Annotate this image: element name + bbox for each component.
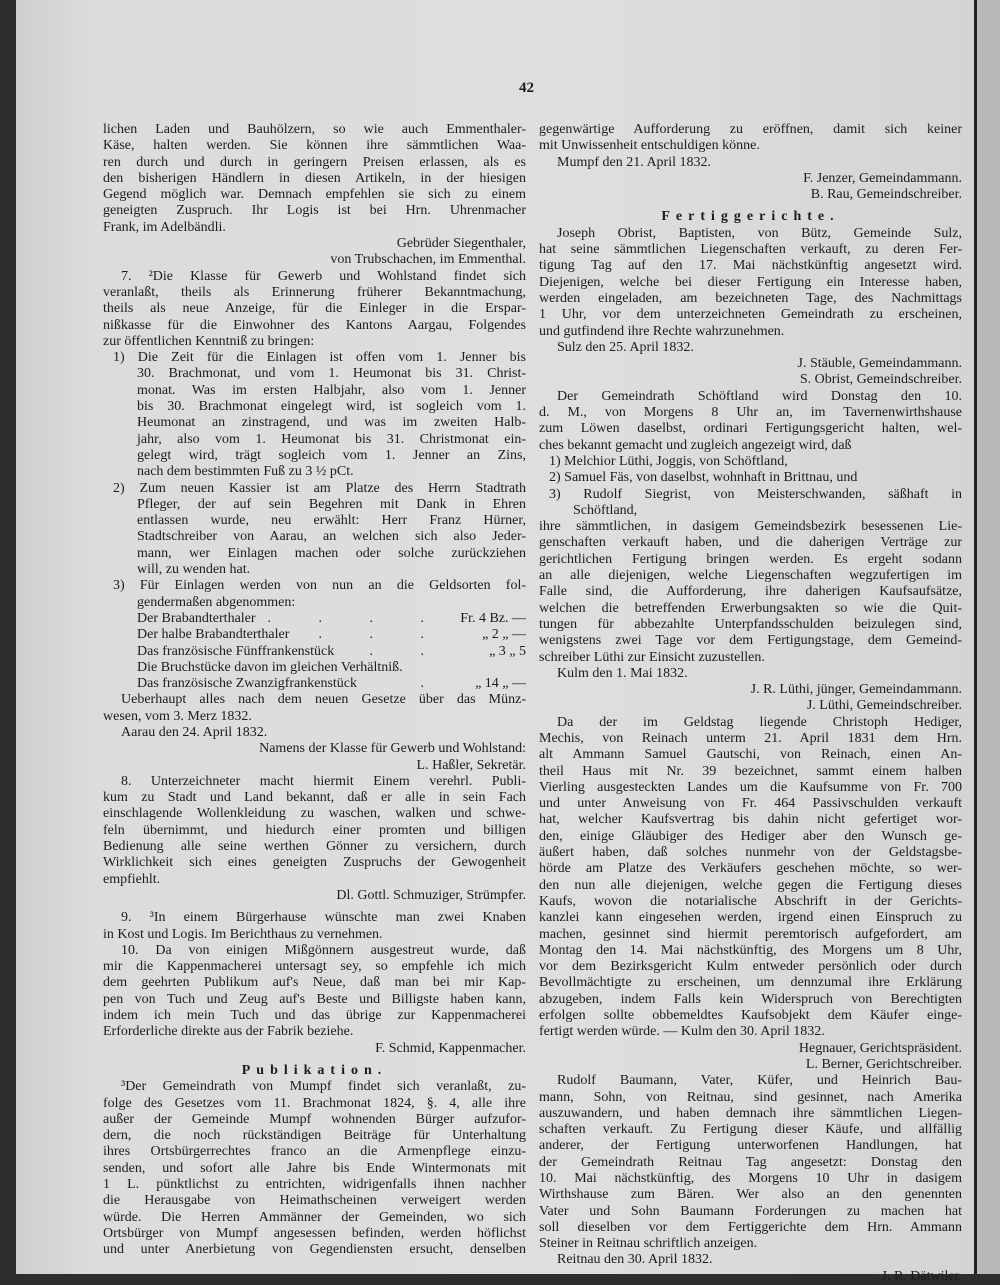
- text-line: L. Berner, Gerichtschreiber.: [805, 1056, 962, 1072]
- text-line: theil Haus mit Nr. 39 bezeichnet, sammt einem halben: [539, 763, 962, 779]
- text-line: bis 30. Brachmonat eingelegt wird, ist sogleich vom 1.: [137, 399, 526, 415]
- text-line: die Herausgabe von Heimathscheinen verweigert werden: [103, 1193, 526, 1209]
- text-line: 3) Für Einlagen werden von nun an die Geldsorten fol-: [113, 578, 526, 594]
- text-line: Sulz den 25. April 1832.: [557, 339, 694, 355]
- text-line: Stadtschreiber von Aarau, an welchen sich also Jeder-: [137, 529, 526, 545]
- paragraph: [103, 943, 526, 1041]
- paragraph: [539, 1073, 962, 1252]
- text-line: der Gemeindrath Reitnau Tag angesetzt: Donstag den: [539, 1154, 962, 1170]
- text-line: F. Schmid, Kappenmacher.: [375, 1040, 526, 1056]
- text-line: Rudolf Baumann, Vater, Küfer, und Heinrich Bau-: [557, 1073, 962, 1089]
- dateline: [103, 725, 526, 741]
- text-line: alt Ammann Samuel Gautschi, von Reinach, einen An-: [539, 747, 962, 763]
- text-line: monat. Was im ersten Halbjahr, also vom 1. Jenner: [137, 382, 526, 398]
- signature-block: [539, 682, 962, 715]
- text-line: lichen Laden und Bauhölzern, so wie auch Emmenthaler-: [103, 122, 526, 137]
- text-line: wesen, vom 3. Merz 1832.: [103, 708, 252, 724]
- text-line: kanzlei kann eingesehen werden, irgend einen Einspruch zu: [539, 910, 962, 926]
- text-line: an alle diejenigen, welche Liegenschaften wegzufertigen im: [539, 568, 962, 584]
- text-line: dem geehrten Publikum auf's Neue, daß man bei mir Kap-: [103, 975, 526, 991]
- coin-label: Der Brabandterthaler: [137, 610, 256, 626]
- text-line: von Trubschachen, im Emmenthal.: [330, 252, 526, 268]
- text-line: Vierling ausgesteckten Landes um die Kaufsumme von Fr. 700: [539, 779, 962, 795]
- coin-label: Der halbe Brabandterthaler: [137, 627, 290, 643]
- text-line: abzugeben, indem Falls kein Widerspruch von Berechtigten: [539, 991, 962, 1007]
- text-line: 1 L. pünktlichst zu entrichten, widrigenfalls ihnen nachher: [103, 1177, 526, 1192]
- text-line: 7. ²Die Klasse für Gewerb und Wohlstand findet sich: [121, 268, 526, 284]
- text-line: anderer, der Fertigung unterworfenen Handlungen, hat: [539, 1138, 962, 1154]
- paragraph: [103, 904, 526, 943]
- text-line: würde. Die Herren Ammänner der Gemeinden, wo sich: [103, 1209, 526, 1225]
- paragraph: [539, 519, 962, 666]
- text-line: veranlaßt, theils als Erinnerung früherer Bekanntmachung,: [103, 284, 526, 300]
- text-line: entlassen wurde, neu erwählt: Herr Franz Hürner,: [137, 513, 526, 529]
- text-line: äußert haben, daß solches nunmehr von der Geldstagsbe-: [539, 845, 962, 861]
- text-line: schreiber Lüthi zur Einsicht zuzustellen.: [539, 649, 765, 665]
- coin-dots: .: [420, 676, 446, 692]
- text-line: Montag den 14. Mai nächstkünftig, des Morgens um 8 Uhr,: [539, 942, 962, 958]
- paragraph: [103, 578, 526, 611]
- text-line: F. Jenzer, Gemeindammann.: [803, 170, 962, 186]
- signature-block: [103, 888, 526, 904]
- coin-row: [103, 627, 526, 643]
- text-line: feln übernimmt, und hiedurch einer promten und billigen: [103, 822, 526, 838]
- paragraph: [103, 692, 526, 725]
- text-line: B. Rau, Gemeindschreiber.: [810, 187, 962, 203]
- text-line: kum zu Stadt und Land bekannt, daß er alle in sein Fach: [103, 790, 526, 806]
- coin-row: [103, 660, 526, 676]
- text-line: außer der Gemeinde Mumpf wohnenden Bürger aufzufor-: [103, 1111, 526, 1127]
- text-line: Mechis, von Reinach unterm 21. April 1831 dem Hrn.: [539, 730, 962, 746]
- page-number: 42: [519, 80, 534, 96]
- text-line: 2) Zum neuen Kassier ist am Platze des Herrn Stadtrath: [113, 480, 526, 496]
- text-line: pen von Tuch und Zeug auf's Beste und Billigste haben kann,: [103, 991, 526, 1007]
- text-line: gelegt wird, trägt sogleich vom 1. Jenner an Zins,: [137, 447, 526, 463]
- text-line: indem ich mein Tuch und das übrige zur Kappenmacherei: [103, 1008, 526, 1024]
- text-line: Bedienung alle seine werthen Gönner zu versichern, durch: [103, 839, 526, 855]
- text-line: Ueberhaupt alles nach dem neuen Gesetze über das Münz-: [121, 692, 526, 708]
- text-line: gegenwärtige Aufforderung zu eröffnen, damit sich keiner: [539, 122, 962, 137]
- text-line: ³Der Gemeindrath von Mumpf findet sich veranlaßt, zu-: [121, 1079, 526, 1095]
- text-line: senden, und sofort alle Jahre bis Ende Wintermonats mit: [103, 1160, 526, 1176]
- text-line: jahr, also vom 1. Heumonat bis 31. Christmonat ein-: [137, 431, 526, 447]
- text-line: Hegnauer, Gerichtspräsident.: [798, 1040, 962, 1056]
- signature-block: [103, 1041, 526, 1057]
- text-line: folge des Gesetzes vom 11. Brachmonat 1824, §. 4, alle ihre: [103, 1095, 526, 1111]
- text-line: gerichtlichen Fertigung bringen werden. Es ergeht sodann: [539, 551, 962, 567]
- signature-block: [539, 1269, 962, 1285]
- text-line: Steiner in Reitnau schriftlich anzeigen.: [539, 1236, 758, 1252]
- text-line: zur öffentlichen Kenntniß zu bringen:: [103, 333, 315, 349]
- text-line: hörde am Platze des Verkäufers geschehen möchte, so wer-: [539, 861, 962, 877]
- paragraph: [539, 122, 962, 155]
- text-line: den, einige Gläubiger des Hediger aber den Wunsch ge-: [539, 828, 962, 844]
- text-line: auszuwandern, und haben demnach ihre sämmtlichen Liegen-: [539, 1105, 962, 1121]
- text-line: 10. Da von einigen Mißgönnern ausgestreut wurde, daß: [121, 942, 526, 958]
- text-line: mann, wer Einlagen machen oder solche zurückziehen: [137, 545, 526, 561]
- text-line: Namens der Klasse für Gewerb und Wohlstand:: [259, 741, 526, 757]
- text-line: Diejenigen, welche bei dieser Fertigung ein Interesse haben,: [539, 274, 962, 290]
- text-line: 9. ³In einem Bürgerhause wünschte man zwei Knaben: [121, 910, 526, 926]
- coin-value: „ 3 „ 5: [489, 643, 526, 659]
- text-line: wenigstens zwei Tage vor dem Fertigungstage, dem Gemeind-: [539, 633, 962, 649]
- text-line: nißkasse für die Einwohner des Kantons Aargau, Folgendes: [103, 317, 526, 333]
- text-line: mit Unwissenheit entschuldigen könne.: [539, 138, 760, 154]
- coin-dots: . . . .: [267, 610, 446, 626]
- text-line: Joseph Obrist, Baptisten, von Bütz, Gemeinde Sulz,: [557, 225, 962, 241]
- text-line: den bisherigen Händlern in diesen Artikeln, in der hiesigen: [103, 170, 526, 186]
- paragraph: [539, 226, 962, 340]
- text-line: 10. Mai nächstkünftig, des Morgens 10 Uhr in dasigem: [539, 1171, 962, 1186]
- signature-block: [539, 356, 962, 389]
- paragraph: [103, 122, 526, 236]
- text-line: geneigten Zuspruch. Ihr Logis ist bei Hrn. Uhrenmacher: [103, 203, 526, 219]
- text-line: fertigt werden würde. — Kulm den 30. April 1832.: [539, 1024, 825, 1040]
- dateline: [539, 155, 962, 171]
- paragraph: [539, 389, 962, 454]
- text-line: tungen für abbezahlte Unterpfandsschulden beizulegen sind,: [539, 616, 962, 632]
- paragraph: [103, 774, 526, 888]
- text-line: Gegend möglich war. Demnach empfehlen sie sich zu einem: [103, 187, 526, 203]
- text-line: dern, die noch rückständigen Beiträge für Unterhaltung: [103, 1128, 526, 1144]
- dateline: [539, 1252, 962, 1268]
- text-line: empfiehlt.: [103, 871, 161, 887]
- text-line: Vater und Sohn Baumann Forderungen zu machen hat: [539, 1203, 962, 1219]
- text-line: zum Löwen daselbst, ordinari Fertigungsgericht halten, wel-: [539, 421, 962, 437]
- text-line: gendermaßen abgenommen:: [137, 594, 296, 610]
- signature-block: [103, 236, 526, 269]
- text-line: genschaften verkauft haben, und die daherigen Verträge zur: [539, 535, 962, 551]
- coin-value: „ 14 „ —: [475, 676, 526, 692]
- text-line: Kaufs, wovon die notarialische Abschrift in der Gerichts-: [539, 893, 962, 909]
- text-line: mir die Kappenmacherei untersagt sey, so empfehle ich mich: [103, 959, 526, 975]
- text-line: in Kost und Logis. Im Berichthaus zu vernehmen.: [103, 926, 383, 942]
- text-line: Mumpf den 21. April 1832.: [557, 154, 711, 170]
- text-line: 1) Die Zeit für die Einlagen ist offen vom 1. Jenner bis: [113, 350, 526, 366]
- text-line: Heumonat an zinstragend, und was im zweiten Halb-: [137, 415, 526, 431]
- text-line: ihre sämmtlichen, in dasigem Gemeindsbezirk besessenen Lie-: [539, 519, 962, 535]
- newspaper-page: [16, 0, 978, 1284]
- text-line: J. R. Lüthi, jünger, Gemeindammann.: [750, 682, 962, 698]
- text-line: Kulm den 1. Mai 1832.: [557, 665, 688, 681]
- text-line: Falle sind, die Aufforderung, ihre daherigen Kaufsaufsätze,: [539, 584, 962, 600]
- text-line: Schöftland,: [573, 502, 638, 518]
- text-line: ihres Ortsbürgerrechtes franco an die Armenpflege einzu-: [103, 1144, 526, 1160]
- paragraph: [103, 350, 526, 480]
- text-line: tigung Tag auf den 17. Mai nächstkünftig angesetzt wird.: [539, 258, 962, 274]
- section-heading: [103, 1057, 526, 1079]
- paragraph: [103, 1079, 526, 1258]
- coin-label: Das französische Fünffrankenstück: [137, 643, 335, 659]
- coin-dots: . .: [369, 643, 446, 659]
- text-line: J. R. Dätwiler.: [881, 1268, 962, 1284]
- dateline: [539, 340, 962, 356]
- text-line: Ortsbürger von Mumpf angesessen befinden, werden höflichst: [103, 1225, 526, 1241]
- text-line: werden eingeladen, am bezeichneten Tage, des Nachmittags: [539, 290, 962, 306]
- text-line: ches bekannt gemacht und zugleich angezeigt wird, daß: [539, 437, 852, 453]
- paragraph: [539, 715, 962, 1041]
- text-line: einschlagende Wollenkleidung zu waschen, walken und schwe-: [103, 806, 526, 822]
- text-line: nach dem bestimmten Fuß zu 3 ½ pCt.: [137, 464, 354, 480]
- paragraph: [103, 481, 526, 579]
- text-line: den nun alle diejenigen, welche gegen die Fertigung dieses: [539, 877, 962, 893]
- section-heading: [539, 203, 962, 225]
- text-line: soll dieselben vor dem Fertiggerichte dem Hrn. Ammann: [539, 1219, 962, 1235]
- text-line: theils als neue Anzeige, für die Einleger in die Erspar-: [103, 301, 526, 317]
- scan-edge: [974, 0, 1000, 1274]
- text-line: Bevollmächtigte zu erscheinen, um dennzumal ihre Erklärung: [539, 975, 962, 991]
- text-line: mann, Sohn, von Reitnau, sind gesinnet, nach Amerika: [539, 1089, 962, 1105]
- coin-value: [456, 660, 526, 676]
- text-line: und unter Anweisung von Fr. 464 Passivschulden verkauft: [539, 796, 962, 812]
- text-line: machen, gesinnet sind hiermit peremtorisch aufgefordert, am: [539, 926, 962, 942]
- text-line: schaften verkauft. Zu Fertigung dieser Käufe, und allfällig: [539, 1122, 962, 1138]
- text-line: 1) Melchior Lüthi, Joggis, von Schöftland,: [549, 453, 788, 469]
- coin-label: Die Bruchstücke davon im gleichen Verhältniß.: [137, 659, 403, 675]
- text-line: Erforderliche direkte aus der Fabrik beziehe.: [103, 1024, 354, 1040]
- text-line: will, zu wenden hat.: [137, 562, 251, 578]
- text-line: Da der im Geldstag liegende Christoph Hediger,: [557, 714, 962, 730]
- coin-dots: [403, 660, 456, 676]
- text-line: Aarau den 24. April 1832.: [121, 724, 268, 740]
- coin-row: [103, 611, 526, 627]
- coin-dots: . . .: [318, 627, 446, 643]
- text-line: und gutfindend ihre Rechte wahrzunehmen.: [539, 323, 785, 339]
- coin-table: [103, 611, 526, 692]
- text-line: Gebrüder Siegenthaler,: [396, 236, 526, 252]
- right-column: [539, 122, 962, 1285]
- paragraph: [539, 470, 962, 486]
- coin-row: [103, 676, 526, 692]
- text-line: 1 Uhr, vor dem unterzeichneten Gemeindrath zu erscheinen,: [539, 307, 962, 323]
- text-line: hat, welcher Kaufsvertrag bis dahin nicht gefertiget wor-: [539, 812, 962, 828]
- coin-value: „ 2 „ —: [482, 627, 526, 643]
- text-line: S. Obrist, Gemeindschreiber.: [799, 372, 962, 388]
- coin-value: Fr. 4 Bz. —: [460, 610, 526, 626]
- coin-label: Das französische Zwanzigfrankenstück: [137, 676, 358, 692]
- dateline: [539, 666, 962, 682]
- paragraph: [103, 269, 526, 350]
- text-line: Wirthshause zum Bären. Wer also an den genennten: [539, 1187, 962, 1203]
- signature-block: [103, 741, 526, 774]
- text-line: 3) Rudolf Siegrist, von Meisterschwanden, säßhaft in: [549, 486, 962, 502]
- left-column: [103, 122, 526, 1258]
- text-line: Reitnau den 30. April 1832.: [557, 1252, 713, 1268]
- signature-block: [539, 171, 962, 204]
- signature-block: [539, 1041, 962, 1074]
- text-line: Wirklichkeit sich eines geneigten Zuspruchs der Gewogenheit: [103, 855, 526, 871]
- text-line: J. Lüthi, Gemeindschreiber.: [806, 698, 962, 714]
- coin-row: [103, 644, 526, 660]
- text-line: vor dem Bezirksgericht Kulm entweder persönlich oder durch: [539, 959, 962, 975]
- text-line: Käse, halten werden. Sie können ihre sämmtlichen Waa-: [103, 138, 526, 154]
- text-line: Der Gemeindrath Schöftland wird Donstag den 10.: [557, 388, 962, 404]
- text-line: und unter Anerbietung von Gegendiensten ersucht, denselben: [103, 1242, 526, 1258]
- paragraph: [539, 487, 962, 520]
- text-line: Fertiggerichte.: [661, 209, 840, 225]
- text-line: hat seine sämmtlichen Liegenschaften verkauft, zu deren Fer-: [539, 242, 962, 258]
- text-line: J. Stäuble, Gemeindammann.: [797, 356, 962, 372]
- text-line: ren durch und durch in geringern Preisen erlassen, als es: [103, 154, 526, 170]
- text-line: welchen die betreffenden Erwerbungsakten so wie die Quit-: [539, 600, 962, 616]
- text-line: 2) Samuel Fäs, von daselbst, wohnhaft in Brittnau, und: [549, 470, 858, 486]
- text-line: Dl. Gottl. Schmuziger, Strümpfer.: [336, 887, 526, 903]
- paragraph: [539, 454, 962, 470]
- text-line: erfolgen sollte obbemeldtes Kaufsobjekt dem Käufer einge-: [539, 1008, 962, 1024]
- text-line: Pfleger, der auf sein Begehren mit Dank in Ehren: [137, 496, 526, 512]
- text-line: Frank, im Adelbändli.: [103, 219, 226, 235]
- text-line: L. Haßler, Sekretär.: [416, 757, 526, 773]
- text-line: d. M., von Morgens 8 Uhr an, im Tavernenwirthshause: [539, 405, 962, 421]
- text-line: 8. Unterzeichneter macht hiermit Einem verehrl. Publi-: [121, 773, 526, 789]
- text-line: Publikation.: [241, 1062, 388, 1078]
- text-line: 30. Brachmonat, und vom 1. Heumonat bis 31. Christ-: [137, 366, 526, 382]
